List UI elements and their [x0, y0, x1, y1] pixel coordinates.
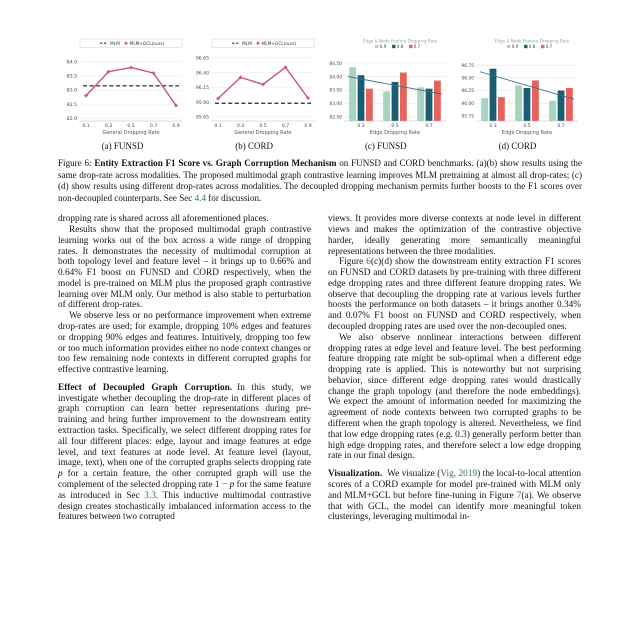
bar	[434, 81, 441, 121]
chart-text: 0.5	[391, 124, 399, 130]
chart-text: 0.9	[304, 124, 312, 130]
text-segment: We visualize (	[387, 469, 441, 480]
subplot-d	[453, 38, 582, 151]
bar	[498, 97, 505, 121]
text-segment: Effect of Decoupled Graph Corruption.	[58, 382, 233, 393]
chart-text: 0.3	[357, 124, 365, 130]
chart-text: 96.50	[461, 76, 474, 82]
text-segment: Entity Extraction F1 Score vs. Graph Corruption Mechanism	[94, 158, 337, 168]
chart-text: 0.3	[489, 124, 497, 130]
text-segment: for the same feature as introduced in Sec	[58, 479, 311, 501]
bar	[524, 88, 531, 121]
chart-text: 0.8	[528, 43, 536, 49]
chart-text: 0.5	[523, 124, 531, 130]
text-segment: (a). We observe that with GCL, the model can identify more meaningful token clusterings, leveraging multimodal in-	[328, 490, 581, 523]
text-segment: . This inductive multimodal contrastive design creates stochastically imbalanced information access to the features between two corrupted	[58, 490, 311, 523]
figure-caption	[58, 158, 582, 204]
chart-text: MLM	[110, 41, 120, 47]
chart-text: 0.7	[281, 124, 289, 130]
chart-text: MLM	[241, 41, 252, 47]
legend-swatch	[524, 45, 527, 48]
bar	[358, 75, 365, 121]
line-chart-funsd	[58, 38, 187, 140]
subplot-caption-b: (b) CORD	[235, 141, 274, 151]
bar	[400, 73, 407, 121]
bar-chart-cord	[453, 38, 582, 140]
chart-text: 84.0	[66, 60, 77, 66]
reference-link[interactable]: 3.3	[144, 490, 156, 501]
text-segment: p	[58, 469, 63, 480]
chart-text: Edge & Node Feature Dropping Rate	[494, 38, 570, 44]
chart-text: 0.9	[511, 43, 519, 49]
bar	[384, 91, 391, 121]
chart-text: 0.8	[397, 43, 404, 49]
paragraph	[328, 257, 581, 332]
bar	[532, 80, 539, 121]
chart-text: 82.5	[66, 102, 77, 108]
subplot-caption-d: (d) CORD	[498, 141, 537, 151]
legend-swatch	[375, 45, 378, 48]
chart-text: 0.5	[127, 124, 135, 130]
chart-text: 96.40	[195, 71, 209, 77]
chart-text: 96.65	[195, 56, 209, 62]
chart-text: 96.00	[461, 101, 474, 107]
text-segment: for a certain feature, the other corrupted graph will use the complement of the selected dropping rate 1 −	[58, 469, 311, 490]
left-column	[58, 214, 311, 523]
text-segment: In this study, we investigate whether decoupling the drop-rate in different places of graph corruption can learn better representations during pre-training and bring further improvement to the downstream entity extraction tasks. Specifically, we select different dropping rates for all four different places: edge, layout and image features at edge level, and text features at node level. At feature level (layout, image, text), when one of the corrupted graphs selects dropping rate	[58, 382, 312, 469]
paragraph	[328, 214, 581, 257]
bar	[549, 101, 556, 121]
chart-text: 0.1	[82, 124, 90, 130]
text-segment: on FUNSD and CORD benchmarks. (a)(b) show results using the same drop-rate across modalities. The proposed multimodal graph contrastive learning improves MLM pretraining at almost all drop-rates; (c)(d) show results using different drop-rates across modalities. The decoupled dropping mechanism permits further boosts to the F1 scores over non-decoupled counterparts. See Sec	[58, 158, 582, 203]
reference-link[interactable]: 7	[516, 490, 522, 501]
chart-text: Edge Dropping Rate	[370, 130, 421, 136]
subplot-a	[58, 38, 187, 151]
paragraph	[328, 469, 581, 523]
chart-text: 0.5	[259, 124, 267, 130]
text-segment: views. It provides more diverse contexts at node level in different views and makes the optimization of the contrastive objective harder, ideally generating more semantically meaningful representations between the three modalities.	[328, 214, 581, 257]
subplot-caption-a: (a) FUNSD	[101, 141, 144, 151]
reference-link[interactable]: 6	[366, 257, 371, 268]
chart-text: Edge & Node Feature Dropping Rate	[363, 38, 438, 44]
chart-text: 83.5	[66, 74, 77, 80]
right-column	[328, 214, 581, 523]
chart-text: 96.25	[461, 89, 474, 95]
paragraph	[58, 214, 311, 225]
text-segment: We observe less or no performance improvement when extreme drop-rates are used; for example, dropping 10% edges and features or dropping 90% edges and features. Intuitively, dropping too few or too much information provides either no node context changes or too few remaining node contexts in different corrupted graphs for effective contrastive learning.	[58, 311, 312, 376]
text-segment: (c)(d) show the downstream entity extraction F1 scores on FUNSD and CORD datasets by pre-training with three different edge dropping rates and three different feature dropping rates. We observe that decoupling the dropping rate at various levels further boosts the performance on both datasets – it brings another 0.34% and 0.07% F1 boost on FUNSD and CORD respectively, when decoupled dropping rates are used over the non-decoupled ones.	[328, 257, 582, 332]
text-segment: for discussion.	[206, 192, 262, 203]
paragraph	[58, 225, 311, 311]
chart-text: 0.7	[414, 43, 421, 49]
chart-text: 84.50	[329, 61, 343, 67]
subplot-caption-c: (c) FUNSD	[364, 141, 407, 151]
data-marker	[129, 66, 133, 70]
series-line	[86, 67, 176, 105]
legend-swatch	[392, 45, 395, 48]
chart-text: MLM+GCL(ours)	[261, 41, 296, 47]
legend-swatch	[541, 45, 544, 48]
bar-chart-funsd	[321, 38, 450, 140]
bar	[392, 82, 399, 121]
chart-text: MLM+GCL(ours)	[129, 41, 165, 47]
reference-link[interactable]: 4.4	[194, 192, 206, 203]
subplot-c	[321, 38, 450, 151]
chart-text: 0.9	[172, 124, 180, 130]
text-segment: Figure	[339, 257, 367, 268]
paragraph	[58, 383, 311, 523]
legend-swatch	[507, 45, 510, 48]
text-segment: dropping rate is shared across all aforementioned places.	[58, 214, 269, 225]
chart-text: 82.50	[329, 115, 343, 121]
text-segment: ) the local-to-local attention scores of a CORD example for model pre-trained with MLM only and MLM+GCL but before fine-tuning in Figure	[328, 469, 582, 501]
bar	[418, 87, 425, 121]
chart-text: Edge Dropping Rate	[501, 130, 553, 136]
chart-text: 0.1	[214, 124, 222, 130]
chart-text: 82.0	[66, 116, 77, 122]
paragraph	[328, 333, 581, 462]
legend-swatch	[409, 45, 412, 48]
chart-text: 95.75	[461, 114, 474, 120]
chart-text: 0.7	[545, 43, 553, 49]
chart-text: 0.3	[104, 124, 113, 130]
chart-text: 95.90	[195, 100, 209, 106]
text-segment: We also observe nonlinear interactions between different dropping rates at edge level and feature level. The best performing feature dropping rate might be sub-optimal when a different edge dropping rate is applied. This is noteworthy but not surprising behavior, since different edge dropping rates would drastically change the graph topology (and therefore the node embeddings). We expect the amount of information needed for maximizing the agreement of node contexts between two corrupted graphs to be different when the graph topology is altered. Nevertheless, we find that low edge dropping rates (e.g. 0.3) generally perform better than high edge dropping rates, and therefore select a low edge dropping rate in our final design.	[328, 332, 581, 462]
chart-text: 95.65	[195, 115, 209, 121]
bar	[426, 89, 433, 121]
bar	[350, 67, 357, 121]
chart-text: 84.00	[329, 75, 343, 81]
body-columns	[58, 214, 582, 523]
subplot-b	[190, 38, 319, 151]
text-segment: p	[229, 479, 235, 490]
chart-text: 83.0	[66, 88, 77, 94]
bar	[566, 88, 573, 121]
chart-text: 83.00	[329, 102, 343, 108]
text-segment: Results show that the proposed multimodal graph contrastive learning works out of the box across a wide range of dropping rates. It demonstrates the necessity of multimodal corruption at both topology level and feature level – it brings up to 0.66% and 0.64% F1 boost on FUNSD and CORD respectively, when the model is pre-trained on MLM plus the proposed graph contrastive learning over MLM only. Our method is also stable to perturbation of different drop-rates.	[58, 224, 311, 311]
chart-text: 96.75	[461, 63, 474, 69]
chart-text: 0.9	[380, 43, 387, 49]
bar	[366, 89, 373, 121]
chart-text: 96.15	[195, 86, 209, 92]
chart-text: 0.7	[149, 124, 158, 130]
chart-text: General Dropping Rate	[234, 130, 292, 136]
reference-link[interactable]: Vig, 2019	[440, 469, 478, 480]
chart-text: 0.3	[236, 124, 244, 130]
paragraph	[58, 311, 311, 376]
chart-text: General Dropping Rate	[102, 130, 160, 136]
chart-text: 0.7	[425, 124, 433, 130]
bar	[481, 98, 488, 121]
figure-6	[58, 38, 582, 151]
line-chart-cord	[190, 38, 319, 140]
text-segment: Visualization.	[328, 469, 383, 480]
chart-text: 0.7	[557, 124, 565, 130]
bar	[515, 85, 522, 121]
chart-text: 83.50	[329, 88, 343, 94]
text-segment: Figure 6:	[58, 158, 95, 168]
